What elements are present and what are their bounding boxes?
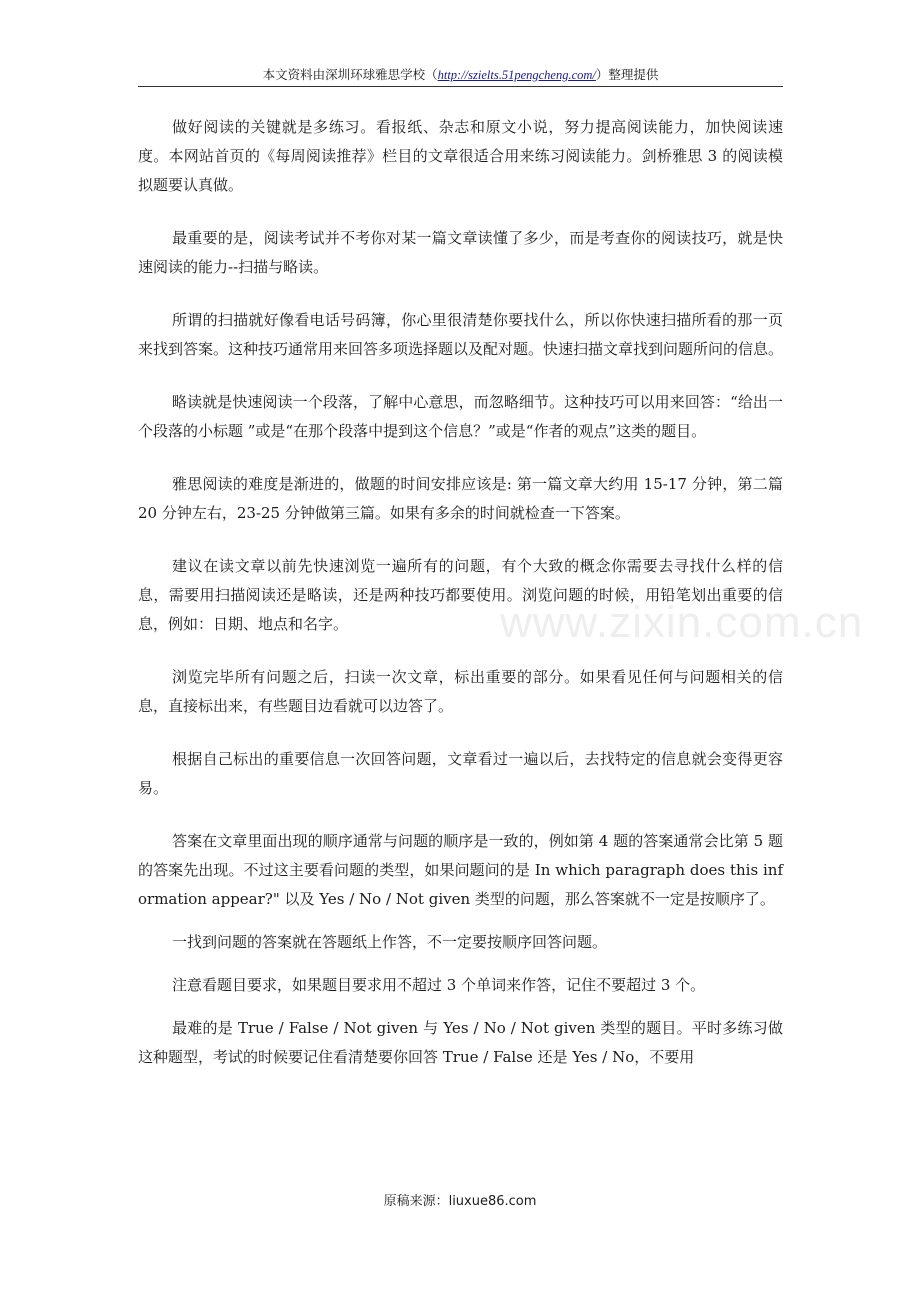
paragraph: 注意看题目要求，如果题目要求用不超过 3 个单词来作答，记住不要超过 3 个。 (172, 976, 706, 994)
header-link[interactable]: http://szielts.51pengcheng.com/ (437, 68, 596, 82)
paragraph: 建议在读文章以前先快速浏览一遍所有的问题，有个大致的概念你需要去寻找什么样的信息，需要用扫描阅读还是略读，还是两种技巧都要使用。浏览问题的时候，用铅笔划出重要的信息，例如：日期、地点和名字。 (138, 557, 783, 633)
paragraph: 一找到问题的答案就在答题纸上作答，不一定要按顺序回答问题。 (172, 933, 608, 951)
paragraph: 最重要的是，阅读考试并不考你对某一篇文章读懂了多少，而是考查你的阅读技巧，就是快速阅读的能力--扫描与略读。 (138, 229, 783, 276)
header-prefix: 本文资料由深圳环球雅思学校（ (262, 67, 438, 82)
paragraph: 根据自己标出的重要信息一次回答问题，文章看过一遍以后，去找特定的信息就会变得更容易。 (138, 750, 783, 797)
header-suffix: ）整理提供 (595, 67, 659, 82)
page-header (138, 66, 783, 87)
paragraph: 略读就是快速阅读一个段落，了解中心意思，而忽略细节。这种技巧可以用来回答：“给出一个段落的小标题 ”或是“在那个段落中提到这个信息？”或是“作者的观点”这类的题目。 (138, 393, 783, 440)
paragraph: 答案在文章里面出现的顺序通常与问题的顺序是一致的，例如第 4 题的答案通常会比第 5 题的答案先出现。不过这主要看问题的类型，如果问题问的是 In which paragraph does this information appear?" 以及 Yes / No / Not given 类型的问题，那么答案就不一定是按顺序了。 (138, 832, 783, 908)
paragraph: 浏览完毕所有问题之后，扫读一次文章，标出重要的部分。如果看见任何与问题相关的信息，直接标出来，有些题目边看就可以边答了。 (138, 668, 783, 715)
article-body (138, 113, 783, 1072)
paragraph: 雅思阅读的难度是渐进的，做题的时间安排应该是: 第一篇文章大约用 15-17 分钟，第二篇 20 分钟左右，23-25 分钟做第三篇。如果有多余的时间就检查一下答案。 (138, 475, 783, 522)
paragraph: 最难的是 True / False / Not given 与 Yes / No / Not given 类型的题目。平时多练习做这种题型，考试的时候要记住看清楚要你回答 True / False 还是 Yes / No，不要用 (138, 1019, 783, 1066)
paragraph: 做好阅读的关键就是多练习。看报纸、杂志和原文小说，努力提高阅读能力，加快阅读速度。本网站首页的《每周阅读推荐》栏目的文章很适合用来练习阅读能力。剑桥雅思 3 的阅读模拟题要认真做。 (138, 118, 783, 194)
page-footer: 原稿来源：liuxue86.com (383, 1194, 537, 1209)
watermark: www.zixin.com.cn (500, 598, 864, 647)
paragraph: 所谓的扫描就好像看电话号码簿，你心里很清楚你要找什么，所以你快速扫描所看的那一页来找到答案。这种技巧通常用来回答多项选择题以及配对题。快速扫描文章找到问题所问的信息。 (138, 311, 784, 358)
